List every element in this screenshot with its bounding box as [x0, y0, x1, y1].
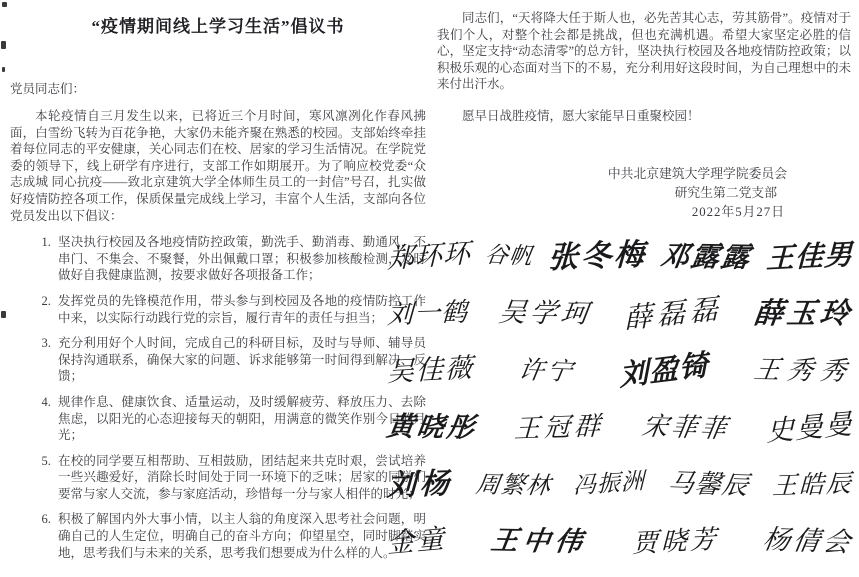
document-title: “疫情期间线上学习生活”倡议书 [91, 17, 345, 36]
signature: 刘杨 [386, 465, 454, 503]
signature: 薛磊磊 [623, 291, 723, 335]
signature-row [385, 285, 855, 342]
organization-line: 中共北京建筑大学理学院委员会 [607, 166, 787, 181]
branch-line: 研究生第二党支部 [674, 185, 777, 200]
signature-row [385, 399, 855, 456]
signature: 冯振洲 [573, 468, 646, 500]
proposal-item-5: 5. 在校的同学要互相帮助、互相鼓励，团结起来共克时艰，尝试培养一些兴趣爱好，消除长时间处于同一环境下的乏味；居家的同学们要常与家人交流，参与家庭活动，珍惜每一分与家人相伴的时光； [54, 453, 426, 503]
scan-artifact [2, 2, 7, 7]
signature: 刘一鹤 [386, 297, 469, 330]
signature: 王秀秀 [751, 354, 856, 387]
signature: 郑环环 [387, 238, 471, 275]
signature: 吴佳薇 [386, 352, 475, 389]
salutation: 党员同志们： [10, 82, 86, 96]
date-line: 2022年5月27日 [691, 204, 785, 219]
signature: 贾晓芳 [631, 524, 719, 559]
closing-paragraph: 同志们，“天将降大任于斯人也，必先苦其心志，劳其筋骨”。疫情对于我们个人，对整个社会都是挑战，但也充满机遇。希望大家坚定必胜的信心，坚定支持“动态清零”的总方针，坚决执行校园及各地疫情防控政策；以积极乐观的心态面对当下的不易，充分利用好这段时间，为自己理想中的未来付出汗水。 [437, 11, 851, 92]
signature: 许宁 [516, 355, 577, 386]
intro-paragraph: 本轮疫情自三月发生以来，已将近三个月时间，寒风凛冽化作春风拂面，白雪纷飞转为百花争艳，大家仍未能齐聚在熟悉的校园。支部始终牵挂着每位同志的平安健康，关心同志们在校、居家的学习生活情况。在学院党委的领导下，线上研学有序进行，支部工作如期展开。为了响应校党委“众志成城 同心抗疫——致北京建筑大学全体师生员工的一封信”号召，扎实做好疫情防控各项工作，保质保量完成线上学习，丰富个人生活，支部向各位党员发出以下倡议： [10, 109, 426, 223]
proposal-item-1: 1. 坚决执行校园及各地疫情防控政策，勤洗手、勤消毒、勤通风，不串门、不集会、不聚餐，外出佩戴口罩；积极参加核酸检测，及时做好自我健康监测，按要求做好各项报备工作； [54, 234, 426, 284]
signature: 马馨辰 [665, 468, 752, 501]
letter-body-column [10, 4, 426, 570]
proposal-list [10, 234, 426, 561]
signature: 谷帆 [483, 242, 536, 270]
signature: 王佳男 [765, 237, 854, 275]
proposal-item-3: 3. 充分利用好个人时间，完成自己的科研目标，及时与导师、辅导员保持沟通联系，确保大家的问题、诉求能够第一时间得到解决、反馈； [54, 335, 426, 385]
scan-artifact [1, 311, 6, 318]
proposal-item-2: 2. 发挥党员的先锋模范作用，带头参与到校园及各地的疫情防控工作中来，以实际行动践行党的宗旨，履行青年的责任与担当； [54, 293, 426, 326]
wish-line: 愿早日战胜疫情，愿大家能早日重聚校园！ [462, 108, 700, 123]
signature: 王冠群 [513, 410, 605, 445]
letter-closing-column [437, 4, 851, 222]
signoff-block [437, 165, 787, 222]
signature-row [385, 228, 855, 285]
signature: 史曼曼 [765, 406, 854, 448]
signature: 张冬梅 [547, 236, 648, 276]
signature: 薛玉玲 [751, 296, 856, 330]
signature-row [385, 513, 855, 570]
signature: 王皓辰 [771, 468, 854, 501]
signature-row [385, 456, 855, 513]
signature: 吴学珂 [497, 297, 595, 330]
signature: 邓露露 [659, 238, 754, 274]
proposal-item-4: 4. 规律作息、健康饮食、适量运动，及时缓解疲劳、释放压力、去除焦虑，以阳光的心态迎接每天的朝阳，用满意的微笑作别今日的月光； [54, 394, 426, 444]
scan-artifact [1, 41, 6, 49]
signature: 周繁林 [473, 469, 553, 500]
signature: 黄晓彤 [384, 411, 480, 444]
scan-artifact [2, 67, 5, 72]
signature-row [385, 342, 855, 399]
signature: 杨倩会 [760, 524, 856, 559]
signature: 宋菲菲 [639, 411, 731, 444]
signature: 刘盈锜 [618, 347, 710, 393]
signatures-area [385, 228, 855, 573]
proposal-item-6: 6. 积极了解国内外大事小情，以主人翁的角度深入思考社会问题，明确自己的人生定位，明确自己的奋斗方向；仰望星空，同时脚踏实地，思考我们与未来的关系，思考我们想要成为什么样的人。 [54, 511, 426, 561]
signature: 金童 [386, 523, 448, 560]
signature: 王中伟 [489, 525, 590, 558]
